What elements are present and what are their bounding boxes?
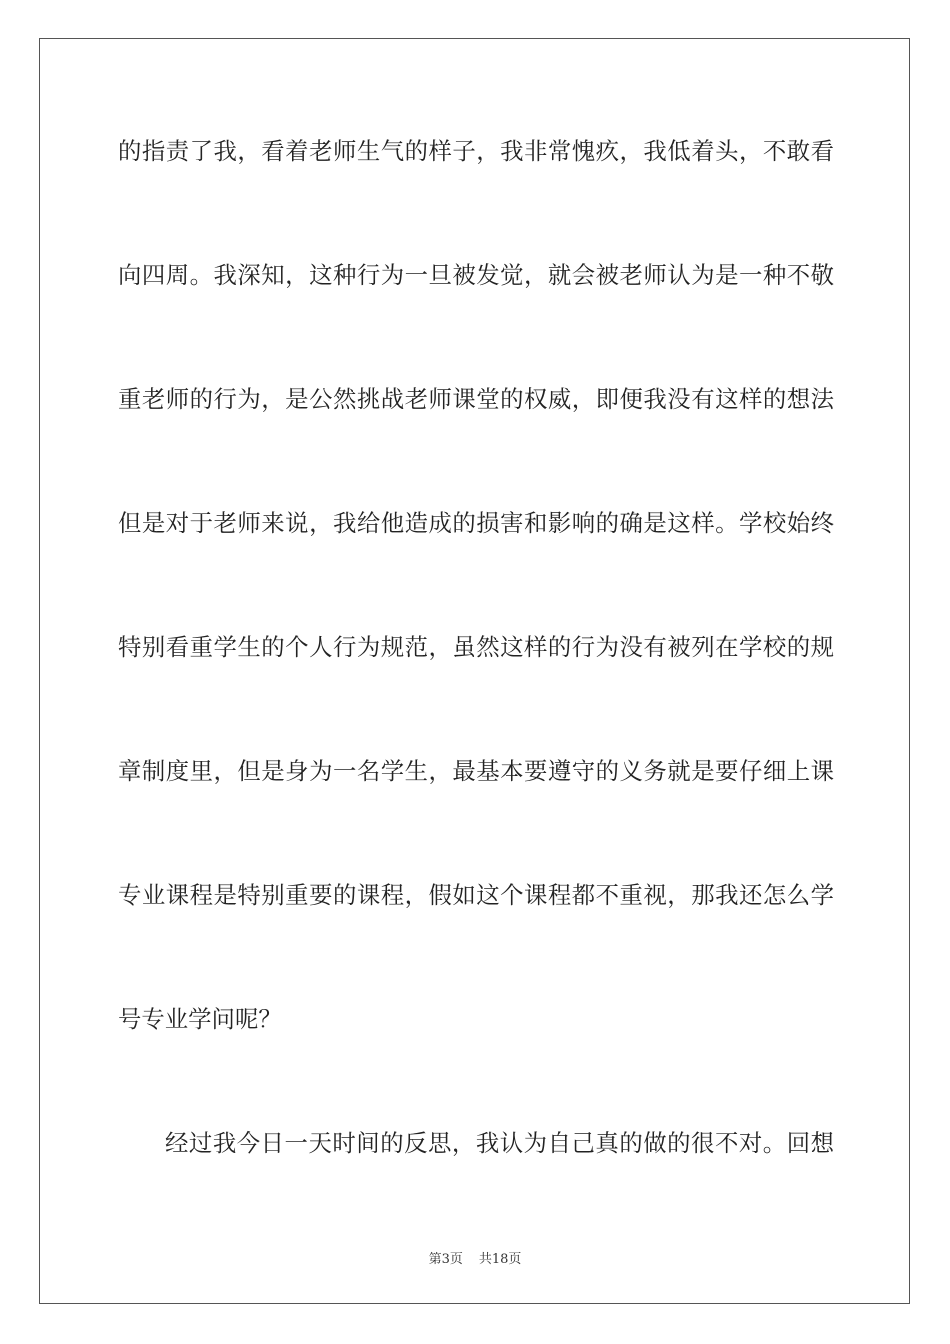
text-line-1: 的指责了我，看着老师生气的样子，我非常愧疚，我低着头，不敢看 bbox=[118, 137, 834, 165]
text-line-8: 号专业学问呢？ bbox=[118, 1005, 282, 1033]
text-line-3: 重老师的行为，是公然挑战老师课堂的权威，即便我没有这样的想法 bbox=[118, 385, 834, 413]
text-line-7: 专业课程是特别重要的课程，假如这个课程都不重视，那我还怎么学 bbox=[118, 881, 834, 909]
text-line-2: 向四周。我深知，这种行为一旦被发觉，就会被老师认为是一种不敬 bbox=[118, 261, 834, 289]
text-line-5: 特别看重学生的个人行为规范，虽然这样的行为没有被列在学校的规 bbox=[118, 633, 834, 661]
text-line-9: 经过我今日一天时间的反思，我认为自己真的做的很不对。回想 bbox=[165, 1129, 834, 1157]
page-footer bbox=[0, 1248, 950, 1267]
document-body bbox=[118, 124, 834, 1178]
text-line-4: 但是对于老师来说，我给他造成的损害和影响的确是这样。学校始终 bbox=[118, 509, 834, 537]
page-number: 第3页 bbox=[428, 1252, 463, 1267]
total-pages: 共18页 bbox=[478, 1252, 522, 1267]
text-line-6: 章制度里，但是身为一名学生，最基本要遵守的义务就是要仔细上课 bbox=[118, 757, 834, 785]
